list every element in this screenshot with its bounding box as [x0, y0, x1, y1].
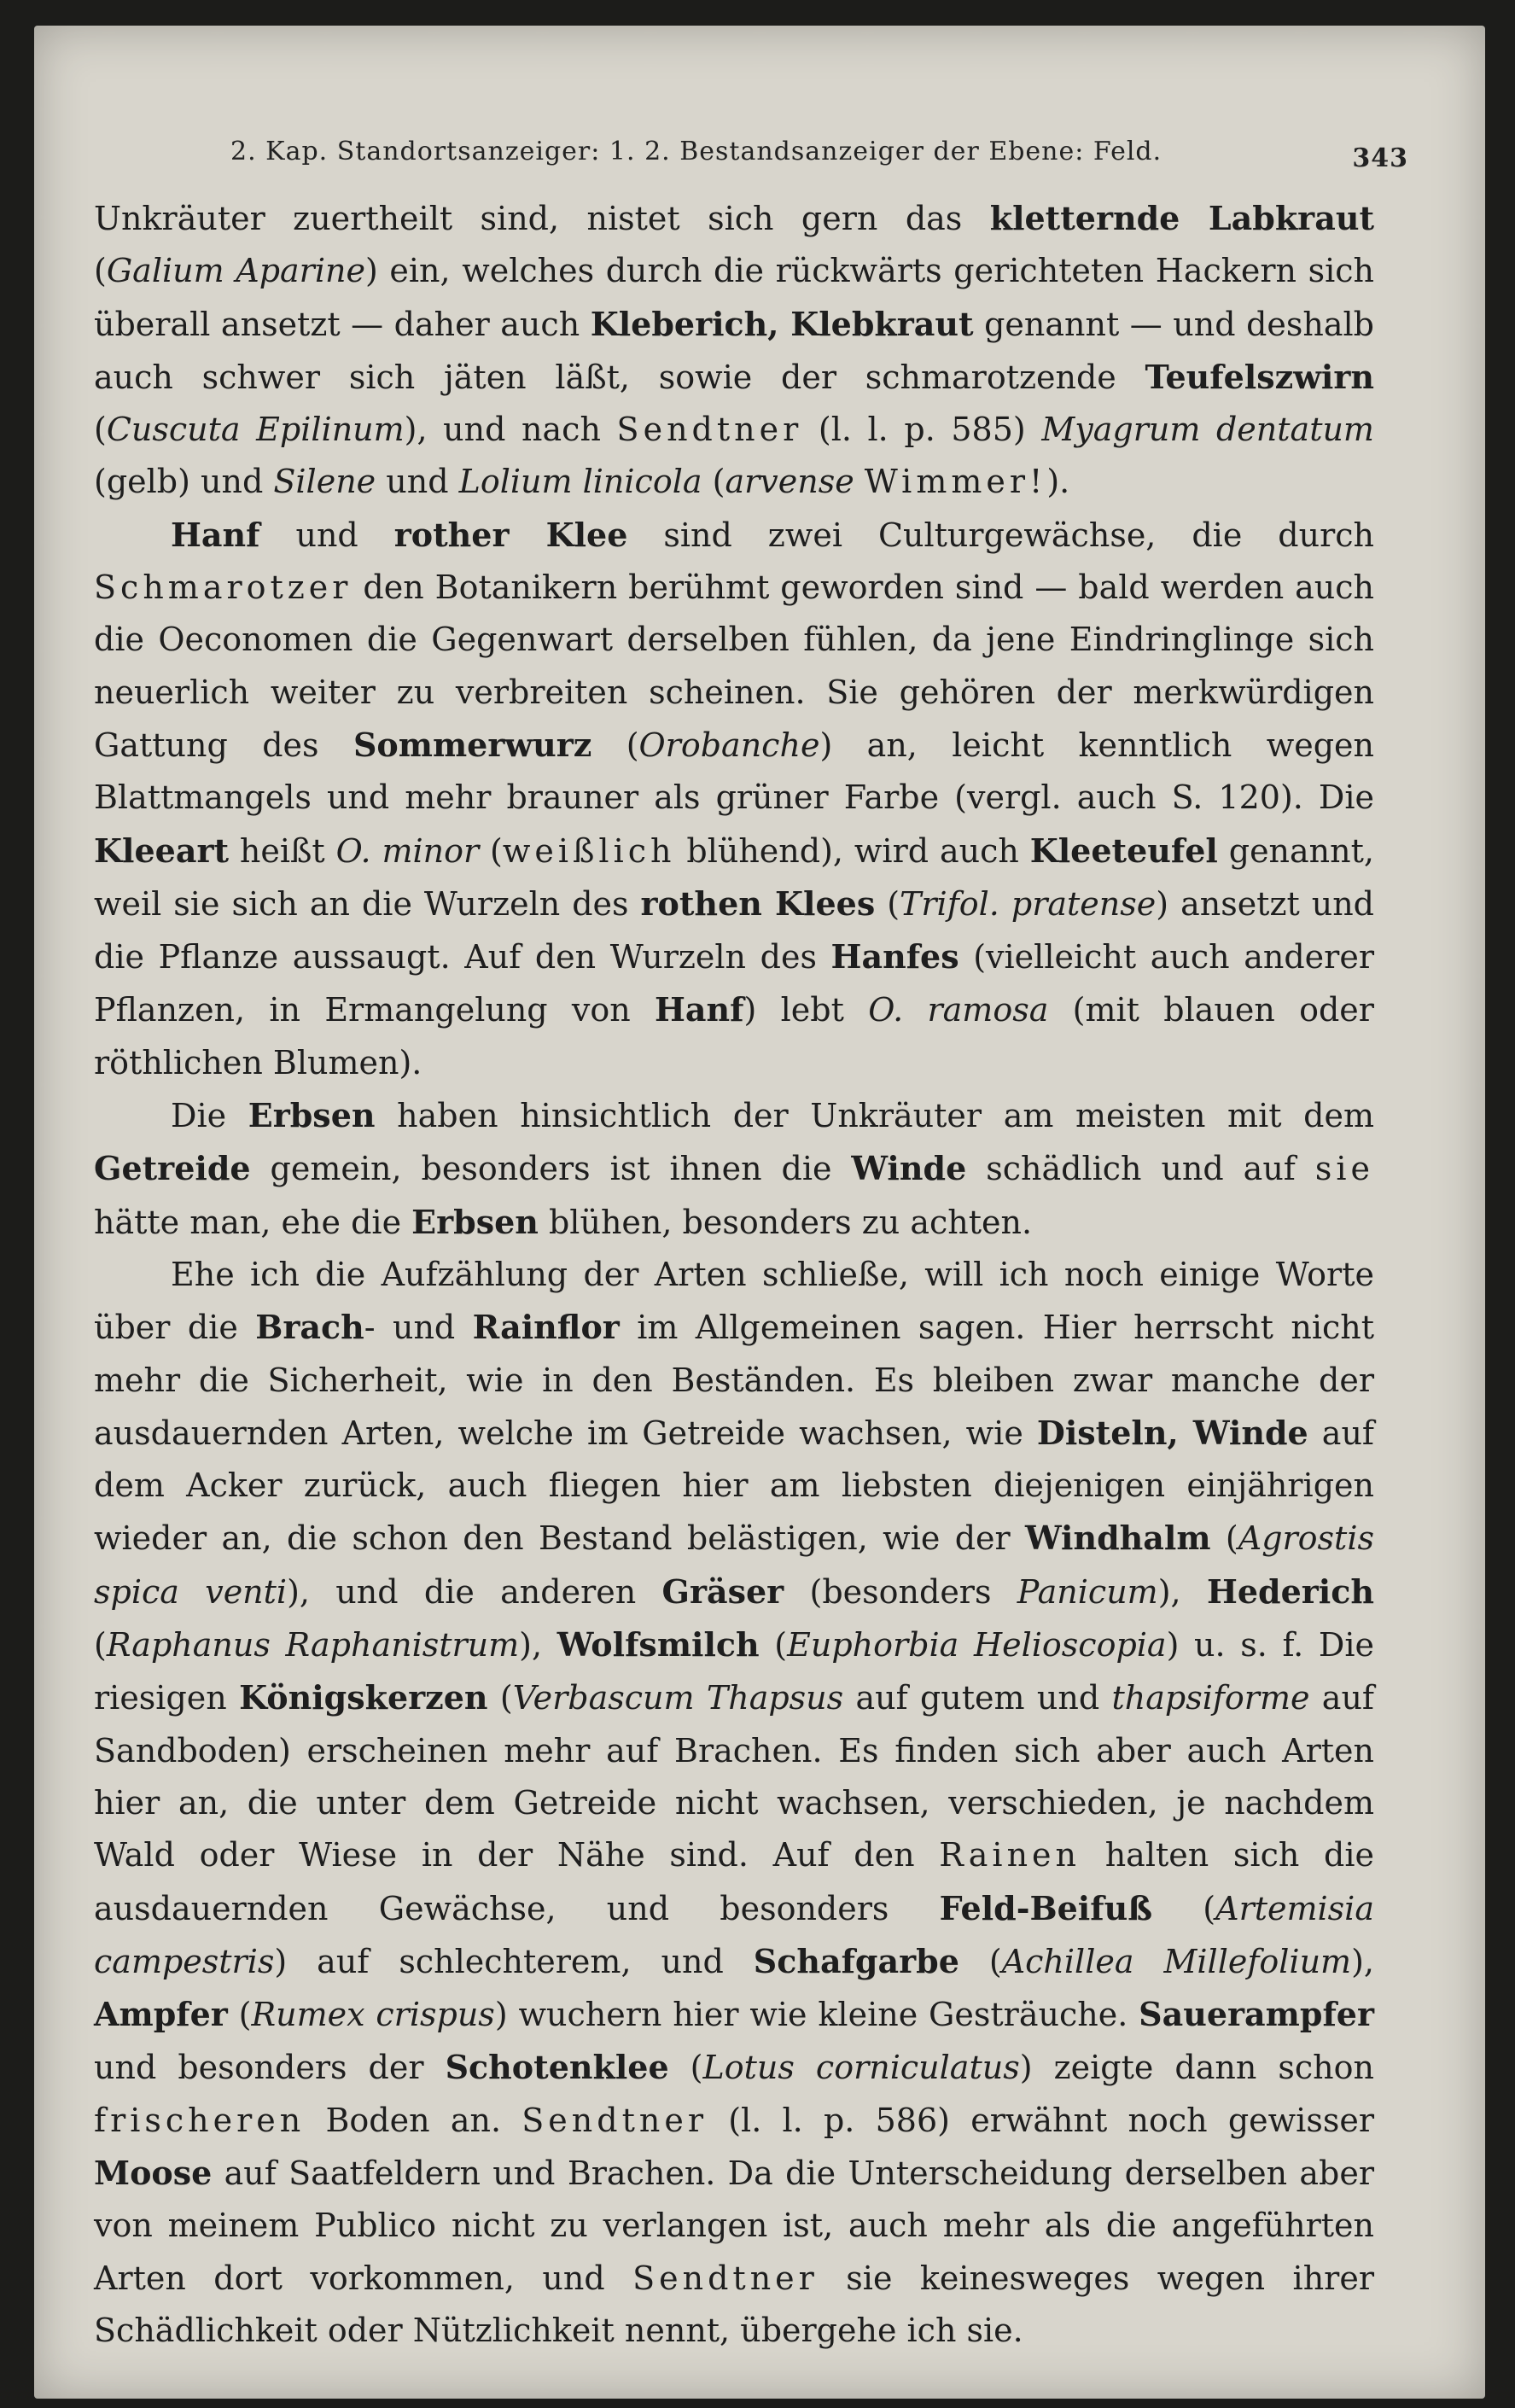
- latin-name: Panicum: [1017, 1572, 1158, 1611]
- text-run: (vielleicht auch anderer Pflanzen, in Ermangelung von: [94, 938, 1374, 1029]
- bold-term: Windhalm: [1025, 1519, 1211, 1558]
- text-run: (l. l. p. 585): [802, 411, 1042, 449]
- bold-term: Sauerampfer: [1139, 1995, 1374, 2034]
- text-run: sind zwei Culturgewächse, die durch: [627, 516, 1375, 554]
- text-run: ).: [1046, 463, 1070, 501]
- bold-term: Ampfer: [94, 1995, 228, 2034]
- text-run: hätte man, ehe die: [94, 1203, 412, 1241]
- text-run: (gelb) und: [94, 463, 274, 501]
- text-run: und: [376, 463, 459, 501]
- text-run: (: [94, 252, 107, 290]
- bold-term: Rainflor: [472, 1308, 620, 1347]
- text-run: (mit blauen oder röthlichen Blumen).: [94, 991, 1374, 1082]
- paragraph: [94, 1089, 1374, 1249]
- running-header: [230, 137, 1408, 173]
- bold-term: rother Klee: [393, 515, 628, 554]
- bold-term: Teufelszwirn: [1145, 357, 1374, 396]
- text-run: blühen, besonders zu achten.: [538, 1203, 1033, 1241]
- page-number: 343: [1352, 143, 1408, 173]
- text-run: ) lebt: [743, 991, 869, 1029]
- text-run: (: [959, 1942, 1002, 1980]
- latin-name: O. ramosa: [868, 991, 1049, 1029]
- text-run: Boden an.: [305, 2101, 522, 2139]
- latin-name: Lolium linicola: [458, 463, 702, 501]
- latin-name: Myagrum dentatum: [1041, 411, 1374, 449]
- text-run: ) ein, welches durch die rückwärts gerichteten Hackern sich überall ansetzt — daher auch: [94, 252, 1374, 343]
- text-run: ) ansetzt und die Pflanze aussaugt. Auf den Wurzeln des: [94, 884, 1375, 977]
- text-run: (: [1152, 1889, 1216, 1927]
- latin-name: O. minor: [335, 831, 480, 870]
- bold-term: Brach: [255, 1308, 364, 1347]
- text-run: ) an, leicht kenntlich wegen Blattmangels und mehr brauner als grüner Farbe (vergl. auch S. 120). Die: [94, 726, 1374, 817]
- paragraph: [94, 509, 1374, 1089]
- bold-term: Erbsen: [411, 1202, 539, 1241]
- text-run: auf gutem und: [843, 1679, 1112, 1717]
- text-run: genannt — und deshalb auch schwer sich jäten läßt, sowie der schmarotzende: [94, 305, 1374, 396]
- latin-name: Achillea Millefolium: [1001, 1942, 1352, 1980]
- running-head-text: 2. Kap. Standortsanzeiger: 1. 2. Bestandsanzeiger der Ebene: Feld.: [230, 137, 1162, 166]
- text-run: ) u. s. f. Die riesigen: [94, 1626, 1374, 1717]
- latin-name: Lotus corniculatus: [702, 2049, 1020, 2087]
- bold-term: Schotenklee: [445, 2048, 669, 2087]
- bold-term: Hanf: [655, 990, 744, 1029]
- bold-term: Gräser: [661, 1571, 784, 1611]
- text-run: ) wuchern hier wie kleine Gesträuche.: [494, 1996, 1139, 2034]
- latin-name: Agrostis spica venti: [94, 1519, 1374, 1611]
- latin-name: Euphorbia Helioscopia: [787, 1626, 1167, 1665]
- text-run: (: [875, 884, 900, 923]
- text-run: den Botanikern berühmt geworden sind — bald werden auch die Oeconomen die Gegenwart derselben fühlen, da jene Eindringlinge sich neuerlich weiter zu verbreiten scheinen. Sie gehören der merkwürdigen Gattung des: [94, 568, 1374, 764]
- text-run: ), und die anderen: [287, 1572, 662, 1611]
- latin-name: Orobanche: [638, 726, 820, 764]
- spaced-emphasis: Rainen: [939, 1836, 1081, 1875]
- text-run: [854, 463, 865, 500]
- paragraph: [94, 1249, 1374, 2357]
- text-run: auf Saatfeldern und Brachen. Da die Unterscheidung derselben aber von meinem Publico nicht zu verlangen ist, auch mehr als die angeführten Arten dort vorkommen, und: [94, 2154, 1374, 2297]
- text-run: (: [591, 726, 639, 764]
- text-run: (: [702, 463, 725, 501]
- bold-term: Schafgarbe: [753, 1941, 959, 1980]
- text-run: (: [1210, 1519, 1238, 1558]
- latin-name: Verbascum Thapsus: [512, 1679, 844, 1717]
- bold-term: Hanf: [171, 515, 260, 554]
- text-run: und besonders der: [94, 2049, 446, 2087]
- bold-term: Erbsen: [248, 1096, 376, 1135]
- spaced-emphasis: Sendtner: [522, 2101, 708, 2139]
- text-run: (: [94, 411, 107, 449]
- text-run: (: [759, 1626, 788, 1665]
- bold-term: Disteln, Winde: [1036, 1413, 1308, 1452]
- text-run: und: [259, 516, 394, 554]
- text-run: ),: [519, 1626, 557, 1665]
- latin-name: Trifol. pratense: [900, 884, 1157, 923]
- bold-term: Kleberich, Klebkraut: [590, 304, 974, 343]
- bold-term: Hanfes: [830, 937, 959, 977]
- text-run: halten sich die ausdauernden Gewächse, und besonders: [94, 1836, 1374, 1927]
- spaced-emphasis: Wimmer!: [864, 463, 1047, 501]
- text-run: ) auf schlechterem, und: [274, 1942, 754, 1980]
- bold-term: Winde: [851, 1149, 967, 1188]
- spaced-emphasis: weißlich: [502, 831, 676, 870]
- text-run: auf dem Acker zurück, auch fliegen hier am liebsten diejenigen einjährigen wieder an, die schon den Bestand belästigen, wie der: [94, 1414, 1374, 1558]
- paragraph: [94, 192, 1374, 509]
- text-run: gemein, besonders ist ihnen die: [250, 1150, 852, 1188]
- text-run: Die: [171, 1097, 248, 1135]
- text-run: auf Sandboden) erscheinen mehr auf Brachen. Es finden sich aber auch Arten hier an, die unter dem Getreide nicht wachsen, verschieden, je nachdem Wald oder Wiese in der Nähe sind. Auf den: [94, 1679, 1374, 1875]
- latin-name: arvense: [725, 463, 854, 501]
- latin-name: Cuscuta Epilinum: [106, 411, 405, 449]
- bold-term: kletternde Labkraut: [989, 199, 1374, 237]
- text-run: (: [227, 1996, 252, 2034]
- text-run: genannt, weil sie sich an die Wurzeln des: [94, 831, 1374, 923]
- text-run: ), und nach: [404, 411, 617, 449]
- spaced-emphasis: Sendtner: [616, 411, 803, 449]
- spaced-emphasis: sie: [1314, 1150, 1374, 1188]
- spaced-emphasis: Schmarotzer: [94, 568, 353, 607]
- text-run: (besonders: [784, 1572, 1017, 1611]
- bold-term: Feld-Beifuß: [939, 1888, 1153, 1927]
- bold-term: Sommerwurz: [353, 725, 592, 764]
- text-run: (: [94, 1626, 107, 1665]
- text-run: ),: [1351, 1942, 1374, 1980]
- spaced-emphasis: frischeren: [94, 2101, 306, 2139]
- text-run: blühend), wird auch: [675, 831, 1030, 870]
- text-run: heißt: [229, 831, 336, 870]
- text-run: schädlich und auf: [966, 1150, 1315, 1188]
- text-run: haben hinsichtlich der Unkräuter am meisten mit dem: [375, 1097, 1375, 1135]
- body-text: [94, 192, 1374, 2357]
- bold-term: Kleeteufel: [1029, 831, 1218, 870]
- bold-term: Hederich: [1206, 1571, 1374, 1611]
- text-run: (: [479, 831, 503, 870]
- bold-term: Moose: [94, 2153, 213, 2192]
- text-run: (: [487, 1679, 513, 1717]
- text-run: ) zeigte dann schon: [1019, 2049, 1374, 2087]
- bold-term: Wolfsmilch: [556, 1625, 760, 1665]
- spaced-emphasis: Sendtner: [632, 2259, 819, 2297]
- text-run: (: [668, 2049, 703, 2087]
- text-run: (l. l. p. 586) erwähnt noch gewisser: [707, 2101, 1374, 2139]
- text-run: Ehe ich die Aufzählung der Arten schließe, will ich noch einige Worte über die: [94, 1255, 1374, 1347]
- text-run: Unkräuter zuertheilt sind, nistet sich gern das: [94, 200, 990, 237]
- latin-name: Silene: [273, 463, 376, 501]
- text-run: ),: [1157, 1572, 1207, 1611]
- bold-term: Königskerzen: [239, 1678, 488, 1717]
- latin-name: Artemisia campestris: [94, 1889, 1374, 1980]
- latin-name: Raphanus Raphanistrum: [106, 1626, 520, 1665]
- text-run: im Allgemeinen sagen. Hier herrscht nicht mehr die Sicherheit, wie in den Beständen. Es bleiben zwar manche der ausdauernden Arten, welche im Getreide wachsen, wie: [94, 1309, 1374, 1452]
- bold-term: Kleeart: [94, 831, 230, 870]
- text-run: - und: [364, 1309, 473, 1347]
- bold-term: rothen Klees: [640, 883, 876, 923]
- bold-term: Getreide: [94, 1149, 251, 1188]
- latin-name: Rumex crispus: [251, 1996, 495, 2034]
- latin-name: thapsiforme: [1111, 1679, 1310, 1717]
- latin-name: Galium Aparine: [106, 252, 365, 290]
- text-run: sie keinesweges wegen ihrer Schädlichkeit oder Nützlichkeit nennt, übergehe ich sie.: [94, 2259, 1375, 2349]
